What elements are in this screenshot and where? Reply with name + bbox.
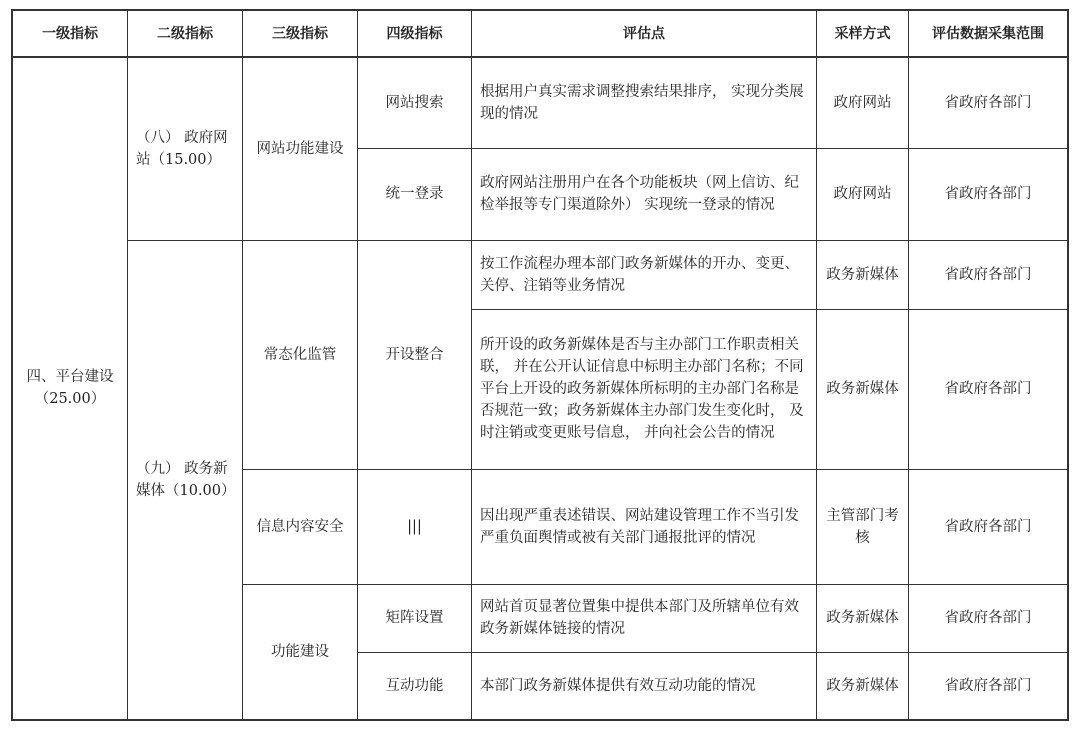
level4-cell: 统一登录 [358,148,472,240]
table-row [13,240,1068,309]
header-data-scope: 评估数据采集范围 [909,11,1068,58]
eval-point-cell: 按工作流程办理本部门政务新媒体的开办、变更、关停、注销等业务情况 [472,240,817,309]
eval-point-cell: 网站首页显著位置集中提供本部门及所辖单位有效政务新媒体链接的情况 [472,584,817,652]
eval-point-cell: 本部门政务新媒体提供有效互动功能的情况 [472,652,817,719]
level1-cell: 四、平台建设（25.00） [13,57,128,719]
level4-cell: ||| [358,469,472,584]
data-scope-cell: 省政府各部门 [909,469,1068,584]
sampling-method-cell: 政务新媒体 [817,309,909,469]
data-scope-cell: 省政府各部门 [909,148,1068,240]
table-header-row [13,11,1068,58]
level4-cell: 互动功能 [358,652,472,719]
eval-point-cell: 因出现严重表述错误、网站建设管理工作不当引发严重负面舆情或被有关部门通报批评的情况 [472,469,817,584]
sampling-method-cell: 政府网站 [817,57,909,148]
level4-cell: 矩阵设置 [358,584,472,652]
sampling-method-cell: 主管部门考核 [817,469,909,584]
header-sampling-method: 采样方式 [817,11,909,58]
sampling-method-cell: 政务新媒体 [817,240,909,309]
sampling-method-cell: 政务新媒体 [817,584,909,652]
level4-cell: 网站搜索 [358,57,472,148]
level4-cell: 开设整合 [358,240,472,469]
indicator-table-wrapper [12,10,1068,720]
header-eval-point: 评估点 [472,11,817,58]
eval-point-cell: 政府网站注册用户在各个功能板块（网上信访、纪检举报等专门渠道除外） 实现统一登录的情况 [472,148,817,240]
level3-site-function-cell: 网站功能建设 [243,57,358,240]
level2-new-media-cell: （九） 政务新媒体（10.00） [128,240,243,719]
data-scope-cell: 省政府各部门 [909,57,1068,148]
data-scope-cell: 省政府各部门 [909,652,1068,719]
data-scope-cell: 省政府各部门 [909,240,1068,309]
sampling-method-cell: 政府网站 [817,148,909,240]
eval-point-cell: 所开设的政务新媒体是否与主办部门工作职责相关联， 并在公开认证信息中标明主办部门名称；不同平台上开设的政务新媒体所标明的主办部门名称是否规范一致；政务新媒体主办部门发生变化时， 及时注销或变更账号信息， 并向社会公告的情况 [472,309,817,469]
evaluation-indicator-table [12,10,1068,720]
header-level3: 三级指标 [243,11,358,58]
header-level1: 一级指标 [13,11,128,58]
data-scope-cell: 省政府各部门 [909,584,1068,652]
header-level4: 四级指标 [358,11,472,58]
level3-normal-supervision-cell: 常态化监管 [243,240,358,469]
table-row [13,57,1068,148]
level3-content-security-cell: 信息内容安全 [243,469,358,584]
eval-point-cell: 根据用户真实需求调整搜索结果排序， 实现分类展现的情况 [472,57,817,148]
data-scope-cell: 省政府各部门 [909,309,1068,469]
level2-gov-site-cell: （八） 政府网站（15.00） [128,57,243,240]
level3-function-build-cell: 功能建设 [243,584,358,719]
header-level2: 二级指标 [128,11,243,58]
sampling-method-cell: 政务新媒体 [817,652,909,719]
